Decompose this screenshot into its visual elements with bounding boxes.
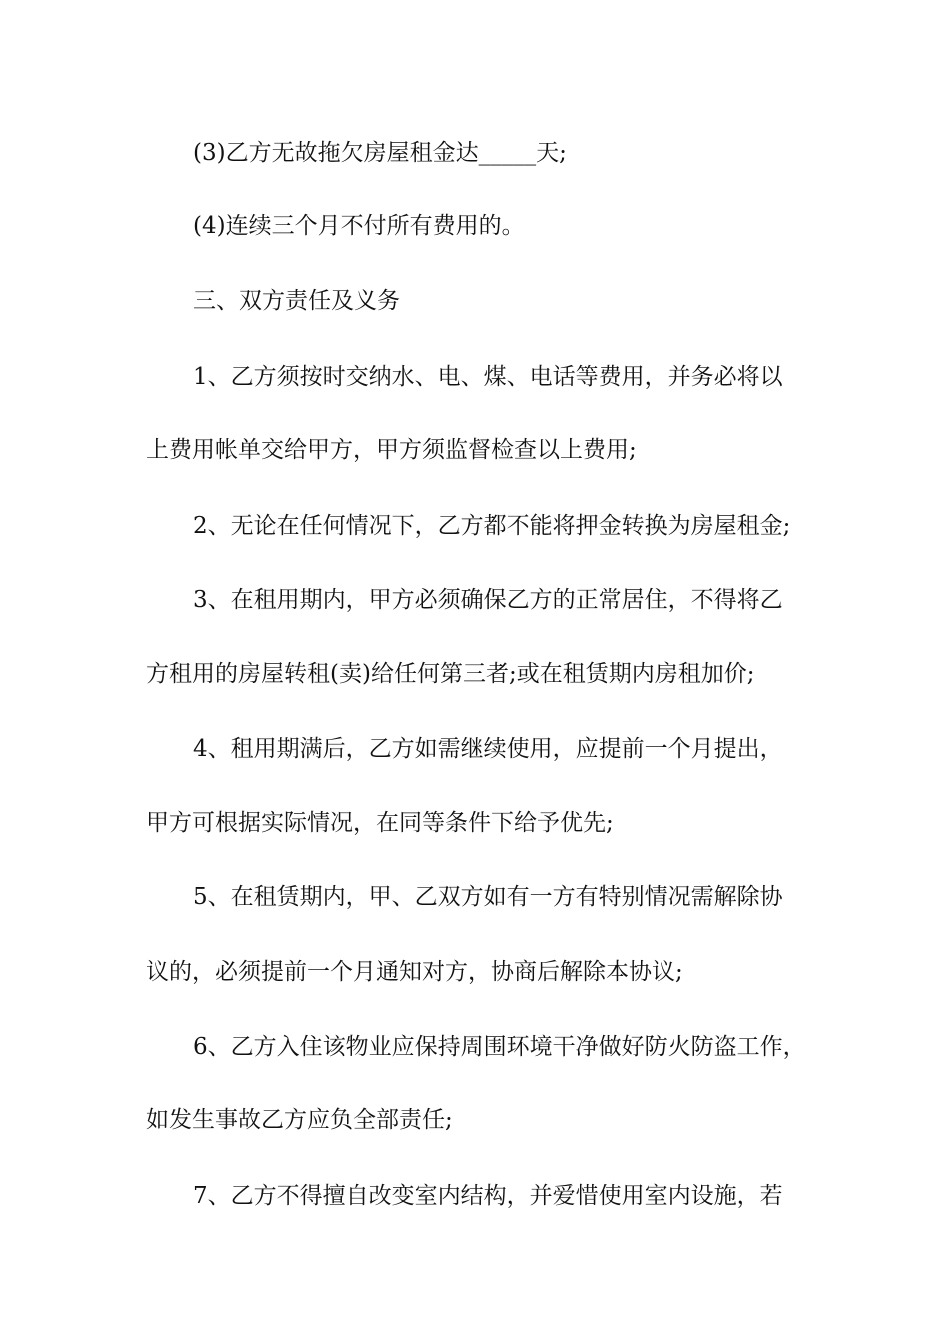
paragraph-line: 5、在租赁期内，甲、乙双方如有一方有特别情况需解除协 [193, 884, 783, 910]
section-heading: 三、双方责任及义务 [193, 288, 400, 314]
paragraph-line: 6、乙方入住该物业应保持周围环境干净做好防火防盗工作， [193, 1034, 806, 1060]
paragraph-line: 如发生事故乙方应负全部责任; [146, 1107, 453, 1133]
paragraph-line: (4)连续三个月不付所有费用的。 [193, 213, 525, 239]
paragraph-line: 方租用的房屋转租(卖)给任何第三者;或在租赁期内房租加价; [146, 661, 755, 687]
paragraph-line: 2、无论在任何情况下，乙方都不能将押金转换为房屋租金; [193, 513, 791, 539]
paragraph-line: 3、在租用期内，甲方必须确保乙方的正常居住，不得将乙 [193, 587, 783, 613]
paragraph-line: (3)乙方无故拖欠房屋租金达_____天; [193, 140, 567, 166]
paragraph-line: 4、租用期满后，乙方如需继续使用，应提前一个月提出， [193, 736, 783, 762]
paragraph-line: 议的，必须提前一个月通知对方，协商后解除本协议; [146, 959, 683, 985]
paragraph-line: 甲方可根据实际情况，在同等条件下给予优先; [146, 810, 614, 836]
paragraph-line: 上费用帐单交给甲方，甲方须监督检查以上费用; [146, 437, 637, 463]
paragraph-line: 7、乙方不得擅自改变室内结构，并爱惜使用室内设施，若 [193, 1183, 783, 1209]
paragraph-line: 1、乙方须按时交纳水、电、煤、电话等费用，并务必将以 [193, 364, 783, 390]
